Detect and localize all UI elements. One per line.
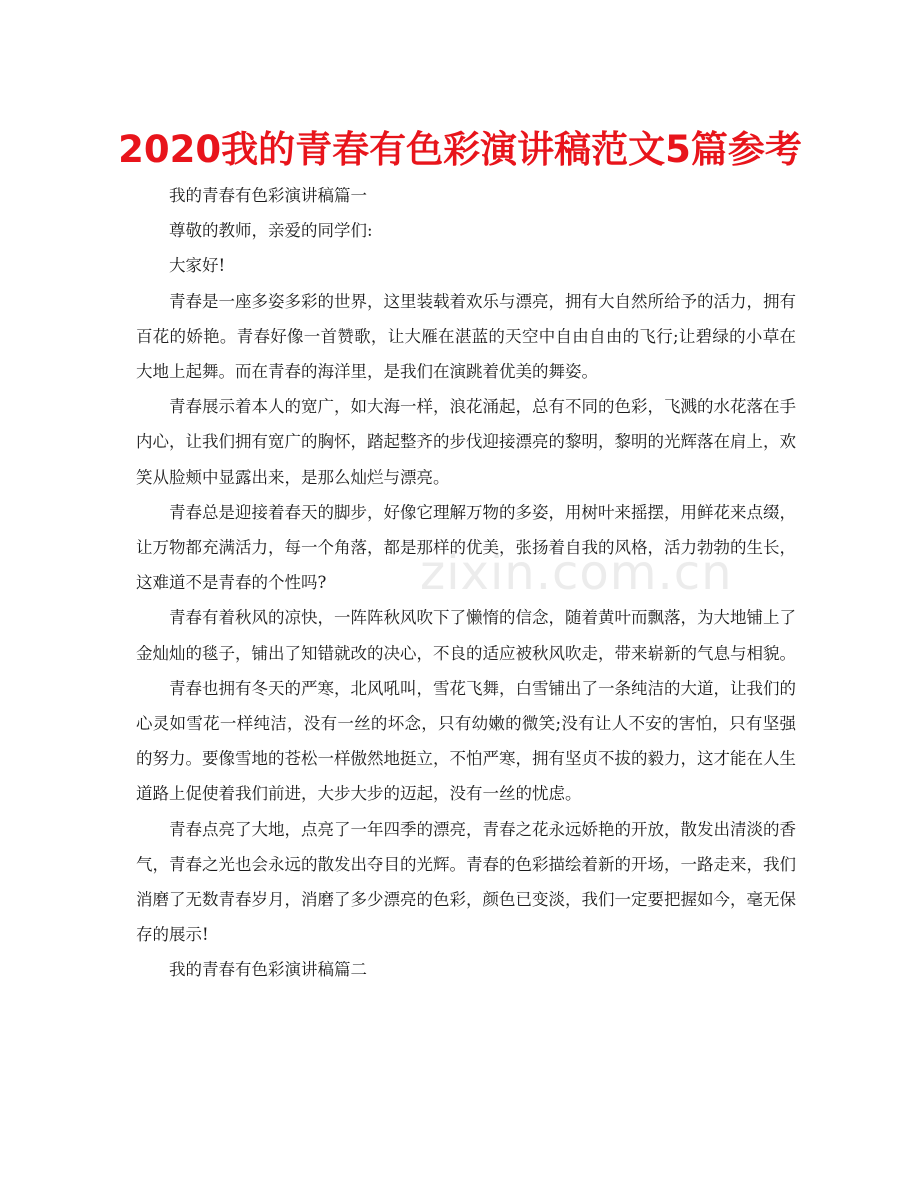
section-heading: 我的青春有色彩演讲稿篇二 (169, 960, 367, 980)
body-paragraph: 青春总是迎接着春天的脚步，好像它理解万物的多姿，用树叶来摇摆，用鲜花来点缀，让万物都充满活力，每一个角落，都是那样的优美，张扬着自我的风格，活力勃勃的生长，这难道不是青春的个性吗? (136, 502, 796, 593)
body-paragraph: 青春点亮了大地，点亮了一年四季的漂亮，青春之花永远娇艳的开放，散发出清淡的香气，青春之光也会永远的散发出夺目的光辉。青春的色彩描绘着新的开场，一路走来，我们消磨了无数青春岁月，消磨了多少漂亮的色彩，颜色已变淡，我们一定要把握如今，毫无保存的展示! (136, 819, 796, 945)
document-title: 2020我的青春有色彩演讲稿范文5篇参考 (118, 128, 802, 171)
salutation: 尊敬的教师，亲爱的同学们: (169, 221, 373, 241)
watermark: zixin.com.cn (420, 545, 733, 601)
body-paragraph: 青春是一座多姿多彩的世界，这里装载着欢乐与漂亮，拥有大自然所给予的活力，拥有百花的娇艳。青春好像一首赞歌，让大雁在湛蓝的天空中自由自由的飞行;让碧绿的小草在大地上起舞。而在青春的海洋里，是我们在演跳着优美的舞姿。 (136, 291, 796, 382)
greeting: 大家好! (169, 256, 226, 276)
document-body (136, 178, 796, 988)
body-paragraph: 青春展示着本人的宽广，如大海一样，浪花涌起，总有不同的色彩，飞溅的水花落在手内心，让我们拥有宽广的胸怀，踏起整齐的步伐迎接漂亮的黎明，黎明的光辉落在肩上，欢笑从脸颊中显露出来，是那么灿烂与漂亮。 (136, 397, 796, 487)
section-heading: 我的青春有色彩演讲稿篇一 (169, 186, 367, 205)
body-paragraph: 青春也拥有冬天的严寒，北风吼叫，雪花飞舞，白雪铺出了一条纯洁的大道，让我们的心灵如雪花一样纯洁，没有一丝的坏念，只有幼嫩的微笑;没有让人不安的害怕，只有坚强的努力。要像雪地的苍松一样傲然地挺立，不怕严寒，拥有坚贞不拔的毅力，这才能在人生道路上促使着我们前进，大步大步的迈起，没有一丝的忧虑。 (136, 678, 796, 804)
body-paragraph: 青春有着秋风的凉快，一阵阵秋风吹下了懒惰的信念，随着黄叶而飘落，为大地铺上了金灿灿的毯子，铺出了知错就改的决心，不良的适应被秋风吹走，带来崭新的气息与相貌。 (136, 608, 796, 663)
